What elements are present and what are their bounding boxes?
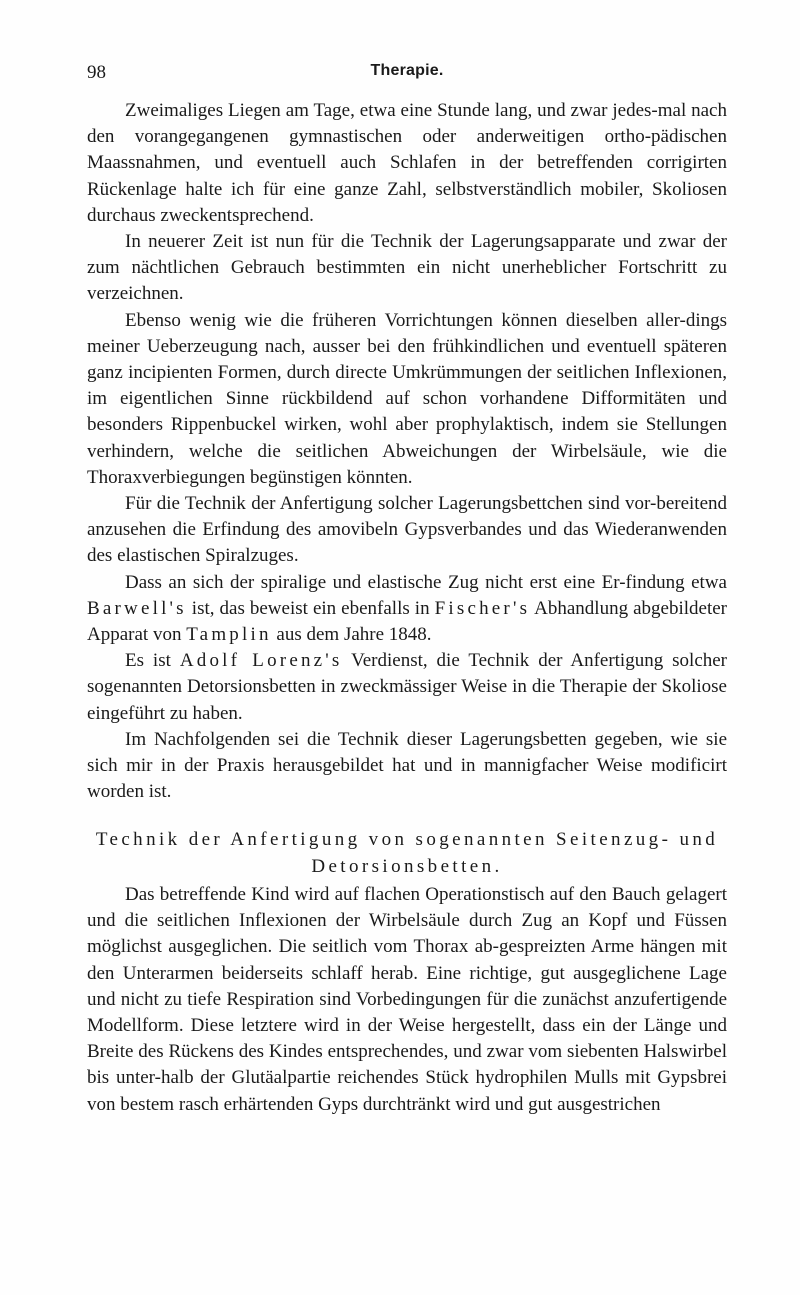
- running-title: Therapie.: [370, 62, 444, 79]
- author-name-barwell: Barwell's: [87, 597, 187, 619]
- paragraph-nachfolgend: Im Nachfolgenden sei die Technik dieser Lagerungsbetten gegeben, wie sie sich mir in der Praxis herausgebildet hat und in mannigfacher Weise modificirt worden ist.: [87, 728, 727, 803]
- text-run: Dass an sich der spiralige und elastische Zug nicht erst eine Er-findung etwa: [125, 571, 727, 593]
- author-name-tamplin: Tamplin: [186, 624, 272, 646]
- paragraph-technik-anfertigung: Für die Technik der Anfertigung solcher Lagerungsbettchen sind vor-bereitend anzusehen die Erfindung des amovibeln Gypsverbandes und das Wiederanwenden des elastischen Spiralzuges.: [87, 493, 727, 567]
- paragraph-betreffende-kind: Das betreffende Kind wird auf flachen Operationstisch auf den Bauch gelagert und die seitlichen Inflexionen der Wirbelsäule durch Zug an Kopf und Füssen möglichst ausgeglichen. Die seitlich vom Thorax ab-gespreizten Arme hängen mit den Unterarmen beiderseits schlaff herab. Eine richtige, gut ausgeglichene Lage und nicht zu tiefe Respiration sind Vorbedingungen für die zunächst anzufertigende Modellform. Diese letztere wird in der Weise hergestellt, dass ein der Länge und Breite des Rückens des Kindes entsprechendes, und zwar vom siebenten Halswirbel bis unter-halb der Glutäalpartie reichendes Stück hydrophilen Mulls mit Gypsbrei von bestem rasch erhärtenden Gyps durchtränkt wird und gut ausgestrichen: [87, 883, 727, 1115]
- paragraph-zweimaliges: Zweimaliges Liegen am Tage, etwa eine Stunde lang, und zwar jedes-mal nach den vorangegangenen gymnastischen oder anderweitigen ortho-pädischen Maassnahmen, und eventuell auch Schlafen in der betreffenden corrigirten Rückenlage halte ich für eine ganze Zahl, selbstverständlich mobiler, Skoliosen durchaus zweckentsprechend.: [87, 100, 727, 226]
- author-name-lorenz: Adolf Lorenz's: [179, 650, 343, 672]
- section-heading: [87, 827, 727, 879]
- section-heading-line-1: Technik der Anfertigung von sogenannten Seitenzug- und: [95, 829, 719, 851]
- paragraph-neuerer-zeit: In neuerer Zeit ist nun für die Technik der Lagerungsapparate und zwar der zum nächtlichen Gebrauch bestimmten ein nicht unerheblicher Fortschritt zu verzeichnen.: [87, 231, 727, 305]
- text-run: Verdienst, die Technik der Anfertigung solcher sogenannten Detorsionsbetten in zweckmässiger Weise in die Therapie der Skoliose eingeführt zu haben.: [87, 650, 728, 724]
- paragraph-ebenso-wenig: Ebenso wenig wie die früheren Vorrichtungen können dieselben aller-dings meiner Ueberzeugung nach, ausser bei den frühkindlichen und eventuell späteren ganz incipienten Formen, durch directe Umkrümmungen der seitlichen Inflexionen, im eigentlichen Sinne rückbildend auf schon vorhandene Difformitäten und besonders Rippenbuckel wirken, wohl aber prophylaktisch, indem sie Stellungen verhindern, welche die seitlichen Abweichungen der Wirbelsäule, wie die Thoraxverbiegungen begünstigen könnten.: [87, 309, 727, 488]
- author-name-fischer: Fischer's: [434, 597, 531, 619]
- page-header: [87, 62, 727, 86]
- text-run: Es ist: [125, 650, 180, 672]
- paragraph-barwell: [87, 570, 727, 649]
- text-run: ist, das beweist ein ebenfalls in: [186, 597, 435, 619]
- body-text: [87, 98, 727, 1118]
- paragraph-lorenz: [87, 648, 727, 727]
- section-heading-line-2: Detorsionsbetten.: [311, 855, 503, 877]
- page-number: 98: [87, 62, 106, 83]
- text-run: Abhandlung abgebildeter Apparat von: [87, 597, 728, 646]
- text-run: aus dem Jahre 1848.: [271, 624, 432, 646]
